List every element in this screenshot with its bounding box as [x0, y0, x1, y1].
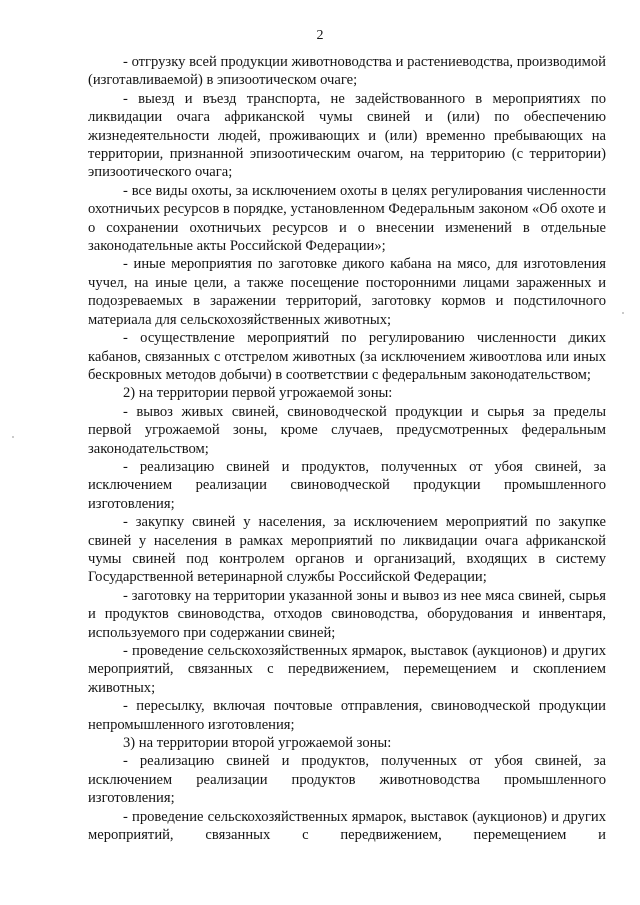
- list-item-sale-ban-second-zone: - реализацию свиней и продуктов, полученных от убоя свиней, за исключением реализации продуктов животноводства промышленного изготовления;: [88, 753, 606, 807]
- list-item-purchase-ban: - закупку свиней у населения, за исключением мероприятий по закупке свиней у населения в рамках мероприятий по ликвидации очага африканской чумы свиней под контролем органов и организаций, входящих в систему Государственной ветеринарной службы Российской Федерации;: [88, 514, 606, 586]
- list-item-mailing-ban: - пересылку, включая почтовые отправления, свиноводческой продукции непромышленного изготовления;: [88, 698, 606, 733]
- list-item-procurement-ban: - заготовку на территории указанной зоны и вывоз из нее мяса свиней, сырья и продуктов свиноводства, отходов свиноводства, оборудования и инвентаря, используемого при содержании свиней;: [88, 587, 606, 641]
- list-item-transport-ban: - выезд и въезд транспорта, не задействованного в мероприятиях по ликвидации очага африканской чумы свиней и (или) по обеспечению жизнедеятельности людей, проживающих и (или) временно пребывающих на территории, признанной эпизоотическим очагом, на территорию (с территории) эпизоотического очага;: [88, 90, 606, 181]
- section-heading-first-zone: 2) на территории первой угрожаемой зоны:: [123, 385, 393, 402]
- list-item-fairs-ban-second-zone: - проведение сельскохозяйственных ярмарок, выставок (аукционов) и других мероприятий, связанных с передвижением, перемещением и: [88, 808, 606, 844]
- section-heading-second-zone: 3) на территории второй угрожаемой зоны:: [123, 735, 392, 752]
- list-item-export-ban: - вывоз живых свиней, свиноводческой продукции и сырья за пределы первой угрожаемой зоны, кроме случаев, предусмотренных федеральным законодательством;: [88, 403, 606, 457]
- list-item-hunting-ban: - все виды охоты, за исключением охоты в целях регулирования численности охотничьих ресурсов в порядке, установленном Федеральным законом «Об охоте и о сохранении охотничьих ресурсов и о внесении изменений в отдельные законодательные акты Российской Федерации»;: [88, 182, 606, 255]
- document-body: [88, 53, 606, 844]
- list-item-shipment-ban: - отгрузку всей продукции животноводства и растениеводства, производимой (изготавливаемой) в эпизоотическом очаге;: [88, 54, 606, 89]
- list-item-sale-ban: - реализацию свиней и продуктов, полученных от убоя свиней, за исключением реализации свиноводческой продукции промышленного изготовления;: [88, 458, 606, 512]
- page-number: 2: [316, 28, 324, 43]
- scan-speck: [12, 436, 14, 438]
- scan-speck: [622, 312, 624, 314]
- list-item-boar-population-control: - осуществление мероприятий по регулированию численности диких кабанов, связанных с отстрелом животных (за исключением живоотлова или иных бескровных методов добычи) в соответствии с федеральным законодательством;: [88, 330, 606, 383]
- list-item-boar-harvest-ban: - иные мероприятия по заготовке дикого кабана на мясо, для изготовления чучел, на иные цели, а также посещение посторонними лицами зараженных и подозреваемых в заражении территорий, заготовку кормов и подстилочного материала для сельскохозяйственных животных;: [88, 256, 606, 328]
- list-item-fairs-ban: - проведение сельскохозяйственных ярмарок, выставок (аукционов) и других мероприятий, связанных с передвижением, перемещением и скоплением животных;: [88, 643, 606, 696]
